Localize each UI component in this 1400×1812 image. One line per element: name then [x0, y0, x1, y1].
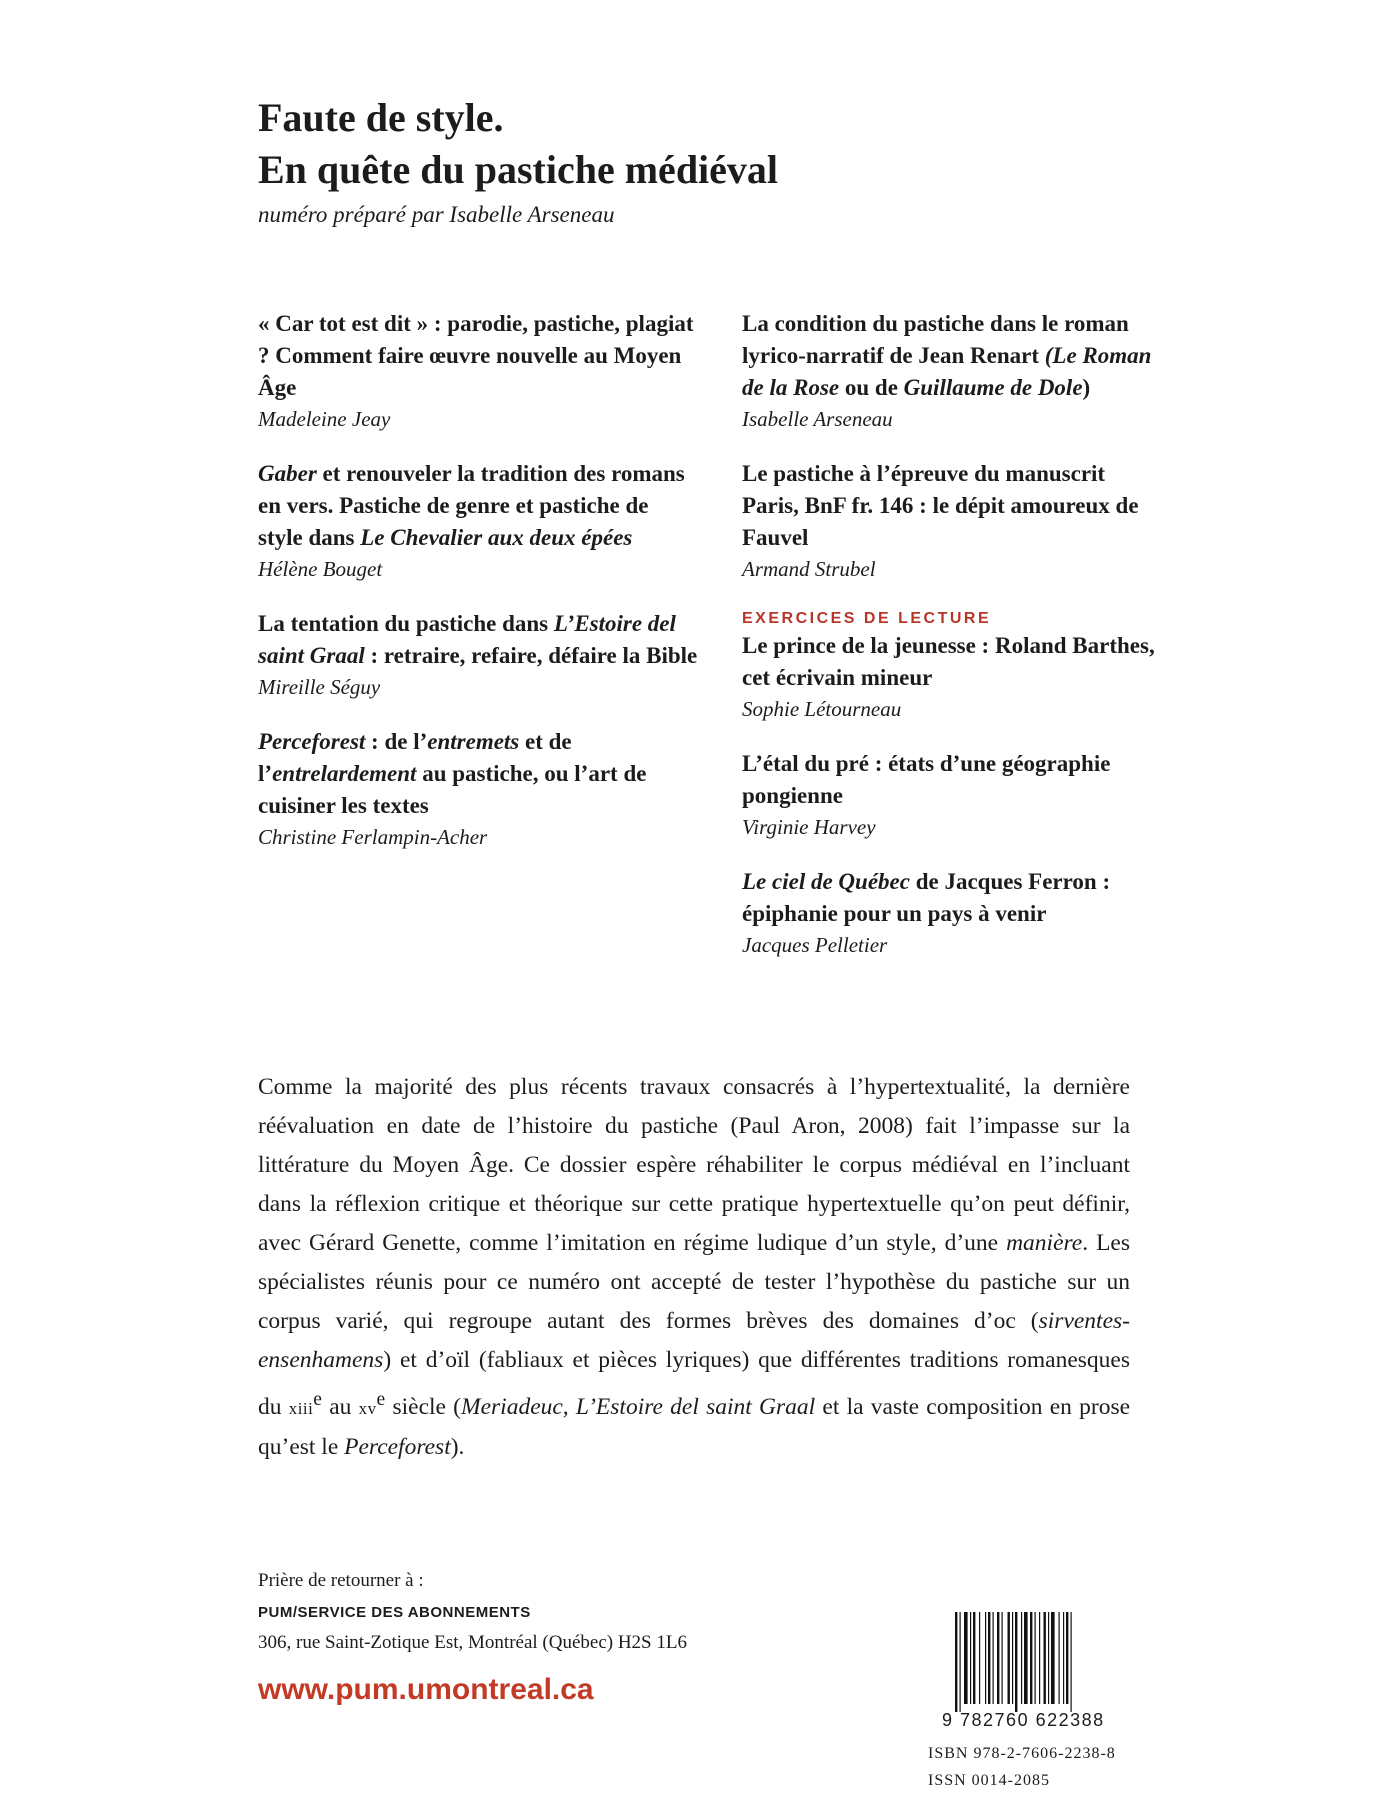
text-run: et de l’ — [258, 729, 572, 786]
text-run: L’Estoire del saint Graal — [258, 611, 676, 668]
barcode-bar — [1071, 1612, 1072, 1712]
toc-entry-title — [742, 630, 1162, 694]
text-run: ou de — [839, 375, 904, 400]
barcode-bar — [1002, 1612, 1003, 1704]
barcode-bar — [1044, 1612, 1046, 1704]
text-run: : retraire, refaire, défaire la Bible — [364, 643, 698, 668]
barcode-bar — [964, 1612, 968, 1704]
barcode-bar — [997, 1612, 999, 1704]
text-run: siècle ( — [385, 1393, 462, 1420]
isbn: ISBN 978-2-7606-2238-8 — [928, 1745, 1116, 1762]
barcode-bar — [1012, 1612, 1013, 1704]
text-run: entremets — [427, 729, 520, 754]
toc-right-section — [742, 630, 1162, 960]
barcode-bar — [1063, 1612, 1064, 1704]
text-run: L’étal du pré : états d’une géographie pongienne — [742, 751, 1111, 808]
text-run: sirventes-ensenhamens — [258, 1308, 1130, 1373]
text-run: La tentation du pastiche dans — [258, 611, 554, 636]
text-run: Le prince de la jeunesse : Roland Barthes, cet écrivain mineur — [742, 633, 1155, 690]
toc-entry-author: Hélène Bouget — [258, 557, 383, 581]
return-label: Prière de retourner à : — [258, 1570, 424, 1591]
toc-entry-author: Madeleine Jeay — [258, 407, 391, 431]
text-run: au — [321, 1393, 359, 1420]
barcode-bar — [979, 1612, 980, 1704]
barcode-icon — [953, 1612, 1113, 1712]
text-run: Guillaume de Dole — [903, 375, 1083, 400]
text-run: ) — [1082, 375, 1091, 400]
barcode-bar — [1039, 1612, 1040, 1704]
page-title — [258, 92, 778, 196]
toc-entry-author: Jacques Pelletier — [742, 933, 888, 957]
text-run: manière — [1006, 1230, 1083, 1256]
text-run: Comme la majorité des plus récents travaux consacrés à l’hypertextualité, la dernière réévaluation en date de l’histoire du pastiche (Paul Aron, 2008) fait l’impasse sur la littérature du Moyen Âge. Ce dossier espère réhabiliter le corpus médiéval en l’incluant dans la réflexion critique et théorique sur cette pratique hypertextuelle qu’on peut définir, avec Gérard Genette, comme l’imitation en régime ludique d’un style, d’une — [258, 1074, 1130, 1256]
subscription-service: PUM/SERVICE DES ABONNEMENTS — [258, 1604, 531, 1621]
barcode-bar — [970, 1612, 971, 1704]
text-run: « Car tot est dit » : parodie, pastiche, plagiat ? Comment faire œuvre nouvelle au Moyen Âge — [258, 311, 694, 400]
barcode-bar — [960, 1612, 961, 1712]
barcode-bar — [1059, 1612, 1060, 1704]
toc-entry — [258, 308, 698, 434]
toc-entry-title — [258, 726, 698, 822]
text-run: e — [376, 1389, 386, 1410]
toc-entry-author: Mireille Séguy — [258, 675, 381, 699]
text-run: Le Chevalier aux deux épées — [360, 525, 633, 550]
barcode-bar — [1051, 1612, 1055, 1704]
toc-entry — [742, 308, 1162, 434]
toc-entry — [258, 608, 698, 702]
text-run: (Le Roman de la Rose — [742, 343, 1152, 400]
toc-entry — [258, 458, 698, 584]
toc-right-articles — [742, 308, 1162, 584]
toc-entry — [258, 726, 698, 852]
toc-entry-title — [258, 458, 698, 554]
barcode-bar — [1048, 1612, 1049, 1704]
barcode-bar — [1008, 1612, 1010, 1704]
toc-entry-title — [742, 458, 1162, 554]
text-run: de Jacques Ferron : épiphanie pour un pays à venir — [742, 869, 1111, 926]
website-link[interactable]: www.pum.umontreal.ca — [258, 1673, 594, 1706]
toc-entry-author: Isabelle Arseneau — [742, 407, 893, 431]
text-run: Gaber — [258, 461, 317, 486]
text-run: Le ciel de Québec — [742, 869, 910, 894]
toc-entry — [742, 866, 1162, 960]
barcode-bar — [1015, 1612, 1017, 1712]
toc-entry-author: Christine Ferlampin-Acher — [258, 825, 488, 849]
toc-entry-title — [742, 748, 1162, 812]
text-run: ) et d’oïl (fabliaux et pièces lyriques) que différentes traditions romanesques du — [258, 1347, 1130, 1420]
barcode-bar — [1030, 1612, 1032, 1704]
barcode-bar — [1024, 1612, 1028, 1704]
barcode-bar — [973, 1612, 975, 1704]
issue-summary — [258, 1068, 1130, 1467]
toc-column-right — [742, 308, 1162, 984]
barcode-bar — [993, 1612, 994, 1704]
toc-entry — [742, 630, 1162, 724]
text-run: e — [313, 1389, 322, 1410]
toc-entry-title — [258, 608, 698, 672]
barcode-bar — [1021, 1612, 1022, 1704]
title-line-1: Faute de style. — [258, 95, 504, 140]
issn: ISSN 0014-2085 — [928, 1772, 1051, 1789]
text-run: et renouveler la tradition des romans en vers. Pastiche de genre et pastiche de style dans — [258, 461, 685, 550]
text-run: : de l’ — [365, 729, 428, 754]
toc-entry — [742, 748, 1162, 842]
barcode-bar — [988, 1612, 990, 1704]
toc-entry-author: Virginie Harvey — [742, 815, 876, 839]
text-run: xv — [358, 1398, 377, 1418]
barcode-bar — [985, 1612, 986, 1704]
barcode-bar — [1035, 1612, 1036, 1704]
toc-entry-title — [742, 308, 1162, 404]
toc-column-left — [258, 308, 698, 876]
text-run: et la vaste composition en prose qu’est le — [258, 1393, 1131, 1460]
text-run: xiii — [288, 1398, 314, 1418]
issue-editor-credit: numéro préparé par Isabelle Arseneau — [258, 202, 615, 227]
text-run: entrelardement — [272, 761, 417, 786]
text-run: La condition du pastiche dans le roman lyrico-narratif de Jean Renart — [742, 311, 1129, 368]
text-run: Perceforest — [344, 1433, 451, 1460]
toc-entry-author: Sophie Létourneau — [742, 697, 902, 721]
text-run: . Les spécialistes réunis pour ce numéro ont accepté de tester l’hypothèse du pastiche sur un corpus varié, qui regroupe autant des formes brèves des domaines d’oc ( — [258, 1230, 1130, 1334]
barcode-bar — [1066, 1612, 1068, 1704]
text-run: Perceforest — [258, 729, 366, 754]
toc-entry-author: Armand Strubel — [742, 557, 876, 581]
toc-entry-title — [258, 308, 698, 404]
text-run: Le pastiche à l’épreuve du manuscrit Paris, BnF fr. 146 : le dépit amoureux de Fauvel — [742, 461, 1139, 550]
text-run: ). — [450, 1433, 465, 1460]
toc-entry-title — [742, 866, 1162, 930]
barcode-digits: 9 782760 622388 — [942, 1710, 1105, 1730]
text-run: au pastiche, ou l’art de cuisiner les textes — [258, 761, 647, 818]
barcode-bar — [955, 1612, 957, 1712]
postal-address: 306, rue Saint-Zotique Est, Montréal (Québec) H2S 1L6 — [258, 1632, 687, 1653]
title-line-2: En quête du pastiche médiéval — [258, 147, 779, 192]
toc-entry — [742, 458, 1162, 584]
section-label-exercices: EXERCICES DE LECTURE — [742, 610, 992, 627]
text-run: Meriadeuc, L’Estoire del saint Graal — [461, 1393, 816, 1420]
